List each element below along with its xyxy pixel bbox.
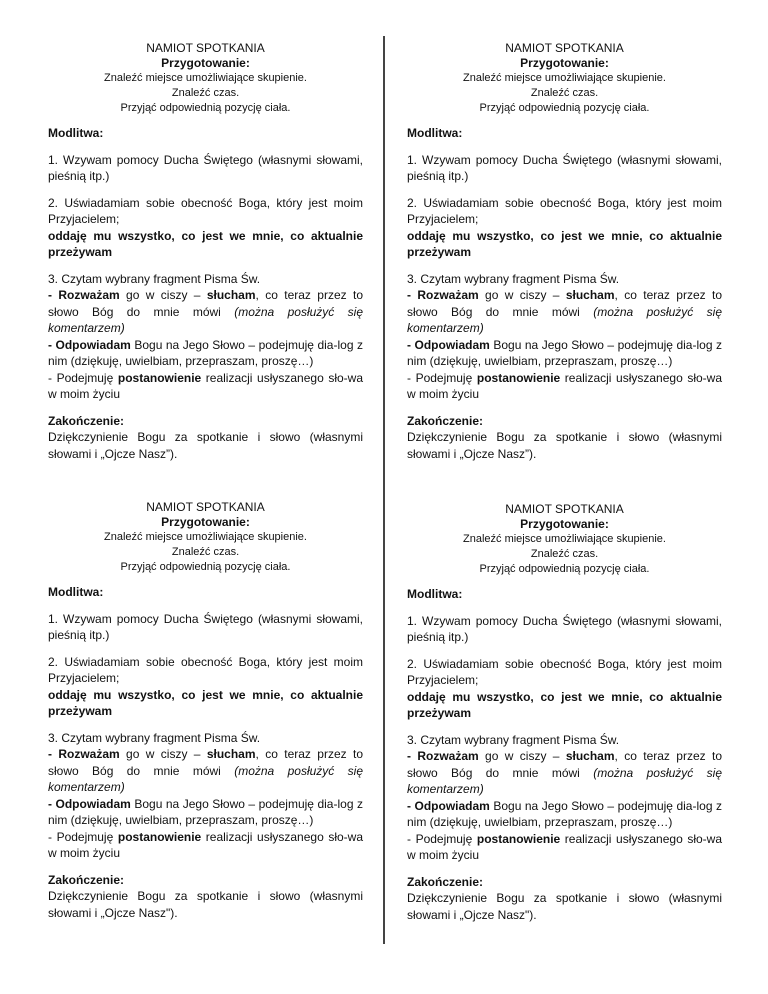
prep-line: Przyjąć odpowiednią pozycję ciała.	[479, 563, 650, 575]
step-3b-bold: - Odpowiadam	[407, 337, 490, 352]
step-3b-text: Bogu na Jego Słowo – podejmuję dia-log z nim (dziękuję, uwielbiam, przepraszam, proszę…)	[48, 337, 363, 368]
end-text: Dziękczynienie Bogu za spotkanie i słowo (własnymi słowami i „Ojcze Nasz”).	[48, 430, 363, 461]
step-3c-bold: postanowienie	[117, 829, 202, 844]
step-2-text: 2. Uświadamiam sobie obecność Boga, który jest moim Przyjacielem;	[407, 656, 722, 687]
step-3c-text-2: realizacji usłyszanego sło-wa w moim życiu	[48, 370, 363, 401]
step-3a-bold: - Rozważam	[48, 747, 120, 761]
step-2-text: 2. Uświadamiam sobie obecność Boga, który jest moim Przyjacielem;	[48, 195, 363, 226]
prayer-heading: Modlitwa:	[48, 585, 104, 599]
step-2-bold: oddaję mu wszystko, co jest we mnie, co aktualnie przeżywam	[407, 228, 722, 259]
prep-line: Znaleźć miejsce umożliwiające skupienie.	[104, 531, 307, 543]
prayer-card-top-right	[407, 40, 722, 462]
step-3c-text-2: realizacji usłyszanego sło-wa w moim życiu	[407, 370, 722, 401]
card-title: NAMIOT SPOTKANIA	[146, 41, 265, 55]
step-3a-bold-listen: słucham	[206, 288, 256, 302]
prep-line: Przyjąć odpowiednią pozycję ciała.	[120, 561, 291, 573]
step-3a-italic: (można posłużyć się komentarzem)	[407, 304, 722, 335]
end-heading: Zakończenie:	[48, 413, 125, 428]
step-3	[407, 271, 722, 403]
step-2-bold: oddaję mu wszystko, co jest we mnie, co aktualnie przeżywam	[48, 228, 363, 259]
center-divider	[383, 36, 385, 944]
step-3c-bold: postanowienie	[117, 370, 202, 385]
step-3a-text: go w ciszy –	[119, 747, 207, 761]
step-2	[48, 654, 363, 720]
step-3-intro: 3. Czytam wybrany fragment Pisma Św.	[48, 271, 261, 286]
prep-heading: Przygotowanie:	[161, 56, 250, 70]
card-title: NAMIOT SPOTKANIA	[146, 500, 265, 514]
step-3a-italic: (można posłużyć się komentarzem)	[48, 763, 363, 794]
end-text: Dziękczynienie Bogu za spotkanie i słowo (własnymi słowami i „Ojcze Nasz").	[48, 889, 363, 920]
end-heading: Zakończenie:	[48, 872, 125, 887]
step-3-intro: 3. Czytam wybrany fragment Pisma Św.	[407, 732, 620, 747]
step-3c-bold: postanowienie	[476, 370, 561, 385]
end-text: Dziękczynienie Bogu za spotkanie i słowo (własnymi słowami i „Ojcze Nasz").	[407, 891, 722, 922]
prep-line: Przyjąć odpowiednią pozycję ciała.	[479, 102, 650, 114]
step-3b-bold: - Odpowiadam	[48, 796, 131, 811]
prep-heading: Przygotowanie:	[161, 515, 250, 529]
card-header	[407, 40, 722, 116]
prayer-heading: Modlitwa:	[407, 587, 463, 601]
prep-heading: Przygotowanie:	[520, 56, 609, 70]
step-1: 1. Wzywam pomocy Ducha Świętego (własnymi słowami, pieśnią itp.)	[407, 613, 722, 644]
step-3b-bold: - Odpowiadam	[48, 337, 131, 352]
card-header	[48, 499, 363, 575]
step-3c-text: - Podejmuję	[48, 829, 118, 844]
card-title: NAMIOT SPOTKANIA	[505, 41, 624, 55]
end-text: Dziękczynienie Bogu za spotkanie i słowo (własnymi słowami i „Ojcze Nasz”).	[407, 430, 722, 461]
step-3	[48, 730, 363, 862]
step-3a-bold-listen: słucham	[206, 747, 256, 761]
step-3a-text: go w ciszy –	[478, 288, 566, 302]
step-3a-text-2: , co teraz przez to słowo Bóg do mnie mówi	[48, 747, 363, 778]
step-2-bold: oddaję mu wszystko, co jest we mnie, co aktualnie przeżywam	[48, 687, 363, 718]
prep-line: Znaleźć miejsce umożliwiające skupienie.	[463, 533, 666, 545]
prayer-heading: Modlitwa:	[407, 126, 463, 140]
step-3a-bold-listen: słucham	[565, 288, 615, 302]
step-3-intro: 3. Czytam wybrany fragment Pisma Św.	[407, 271, 620, 286]
card-title: NAMIOT SPOTKANIA	[505, 502, 624, 516]
card-header	[407, 501, 722, 577]
step-3c-bold: postanowienie	[476, 831, 561, 846]
step-3	[48, 271, 363, 403]
step-3c-text: - Podejmuję	[48, 370, 118, 385]
step-2	[407, 195, 722, 261]
step-2	[48, 195, 363, 261]
prayer-card-top-left	[48, 40, 363, 462]
step-3c-text: - Podejmuję	[407, 370, 477, 385]
step-2	[407, 656, 722, 722]
step-3a-text: go w ciszy –	[478, 749, 566, 763]
step-3b-text: Bogu na Jego Słowo – podejmuję dia-log z nim (dziękuję, uwielbiam, przepraszam, proszę…)	[407, 337, 722, 368]
step-3a-text-2: , co teraz przez to słowo Bóg do mnie mówi	[407, 288, 722, 319]
end-heading: Zakończenie:	[407, 413, 484, 428]
step-3-intro: 3. Czytam wybrany fragment Pisma Św.	[48, 730, 261, 745]
card-header	[48, 40, 363, 116]
step-3c-text-2: realizacji usłyszanego sło-wa w moim życiu	[48, 829, 363, 860]
prayer-card-bottom-right	[407, 501, 722, 923]
prep-line: Znaleźć czas.	[530, 87, 599, 99]
prep-line: Znaleźć czas.	[171, 546, 240, 558]
step-3a-bold: - Rozważam	[407, 749, 479, 763]
step-3b-bold: - Odpowiadam	[407, 798, 490, 813]
prep-line: Znaleźć miejsce umożliwiające skupienie.	[463, 72, 666, 84]
step-3a-bold: - Rozważam	[407, 288, 479, 302]
step-3	[407, 732, 722, 864]
prep-line: Znaleźć czas.	[530, 548, 599, 560]
step-3c-text-2: realizacji usłyszanego sło-wa w moim życiu	[407, 831, 722, 862]
prep-line: Znaleźć miejsce umożliwiające skupienie.	[104, 72, 307, 84]
step-2-bold: oddaję mu wszystko, co jest we mnie, co aktualnie przeżywam	[407, 689, 722, 720]
step-3a-text-2: , co teraz przez to słowo Bóg do mnie mówi	[48, 288, 363, 319]
step-3a-bold-listen: słucham	[565, 749, 615, 763]
step-3a-text-2: , co teraz przez to słowo Bóg do mnie mówi	[407, 749, 722, 780]
step-3b-text: Bogu na Jego Słowo – podejmuję dia-log z nim (dziękuję, uwielbiam, przepraszam, proszę…)	[48, 796, 363, 827]
prayer-card-bottom-left	[48, 499, 363, 921]
prayer-heading: Modlitwa:	[48, 126, 104, 140]
step-1: 1. Wzywam pomocy Ducha Świętego (własnymi słowami, pieśnią itp.)	[48, 611, 363, 642]
step-2-text: 2. Uświadamiam sobie obecność Boga, który jest moim Przyjacielem;	[407, 195, 722, 226]
step-1: 1. Wzywam pomocy Ducha Świętego (własnymi słowami, pieśnią itp.)	[407, 152, 722, 183]
step-3a-text: go w ciszy –	[119, 288, 207, 302]
prep-line: Znaleźć czas.	[171, 87, 240, 99]
prep-line: Przyjąć odpowiednią pozycję ciała.	[120, 102, 291, 114]
step-3b-text: Bogu na Jego Słowo – podejmuję dia-log z nim (dziękuję, uwielbiam, przepraszam, proszę…)	[407, 798, 722, 829]
end-heading: Zakończenie:	[407, 874, 484, 889]
step-3a-italic: (można posłużyć się komentarzem)	[407, 765, 722, 796]
step-2-text: 2. Uświadamiam sobie obecność Boga, który jest moim Przyjacielem;	[48, 654, 363, 685]
step-3c-text: - Podejmuję	[407, 831, 477, 846]
step-3a-bold: - Rozważam	[48, 288, 120, 302]
step-1: 1. Wzywam pomocy Ducha Świętego (własnymi słowami, pieśnią itp.)	[48, 152, 363, 183]
step-3a-italic: (można posłużyć się komentarzem)	[48, 304, 363, 335]
prep-heading: Przygotowanie:	[520, 517, 609, 531]
